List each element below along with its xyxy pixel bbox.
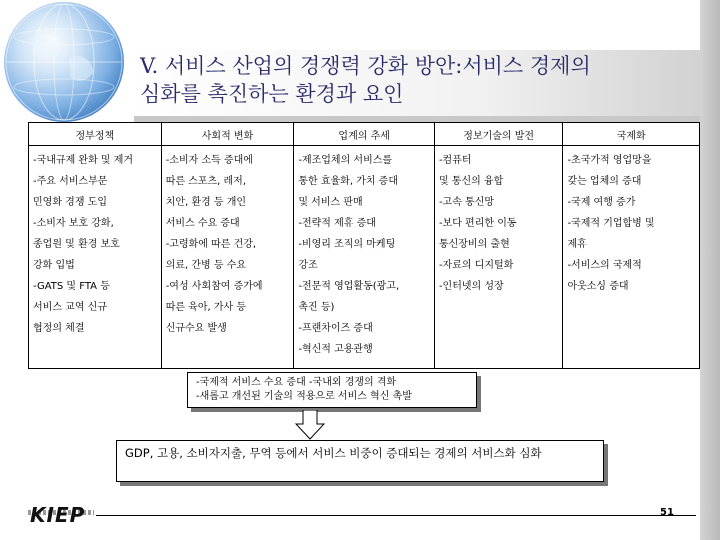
cell-line: 의료, 간병 등 수요 xyxy=(165,260,247,271)
conclusion-box: GDP, 고용, 소비자지출, 무역 등에서 서비스 비중이 증대되는 경제의 서비스화 심화 xyxy=(116,440,604,482)
cell-line: -국제적 기업합병 및 xyxy=(567,218,655,229)
cell-line: -프랜차이즈 증대 xyxy=(298,323,373,334)
middle-summary-box xyxy=(187,372,477,408)
header-social-change: 사회적 변화 xyxy=(161,123,294,146)
middle-line-2: -새롭고 개선된 기술의 적용으로 서비스 혁신 촉발 xyxy=(196,391,412,402)
cell-line: -혁신적 고용관행 xyxy=(298,344,373,355)
cell-line: 강화 입법 xyxy=(33,260,75,271)
cell-line: -여성 사회참여 증가에 xyxy=(165,281,263,292)
cell-line: 협정의 체결 xyxy=(33,323,85,334)
cell-line: -국제 여행 증가 xyxy=(567,197,636,208)
cell-social-change xyxy=(161,146,294,369)
cell-line: -고령화에 따른 건강, xyxy=(165,239,257,250)
cell-internationalization xyxy=(563,146,700,369)
cell-line: -보다 편리한 이동 xyxy=(438,218,517,229)
cell-line: 신규수요 발생 xyxy=(165,323,227,334)
cell-line: 강조 xyxy=(298,260,318,271)
cell-line: 서비스 수요 증대 xyxy=(165,218,240,229)
cell-line: 따른 스포츠, 레저, xyxy=(165,176,247,187)
cell-line: 따른 육아, 가사 등 xyxy=(165,302,247,313)
cell-line: -제조업체의 서비스를 xyxy=(298,155,393,166)
page-title xyxy=(140,52,700,108)
cell-line: -소비자 보호 강화, xyxy=(33,218,114,229)
cell-line: 촉진 등) xyxy=(298,302,335,313)
cell-line: -비영리 조직의 마케팅 xyxy=(298,239,396,250)
cell-line: -고속 통신망 xyxy=(438,197,495,208)
cell-government-policy xyxy=(29,146,162,369)
cell-line: -소비자 소득 증대에 xyxy=(165,155,253,166)
cell-line: 및 통신의 융합 xyxy=(438,176,504,187)
cell-line: -초국가적 영업망을 xyxy=(567,155,652,166)
cell-line: 종업원 및 환경 보호 xyxy=(33,239,120,250)
cell-line: 통한 효율화, 가치 증대 xyxy=(298,176,398,187)
cell-line: -인터넷의 성장 xyxy=(438,281,504,292)
cell-line: 및 서비스 판매 xyxy=(298,197,363,208)
title-line-2: 심화를 촉진하는 환경과 요인 xyxy=(140,82,404,106)
header-internationalization: 국제화 xyxy=(563,123,700,146)
cell-line: 갖는 업체의 증대 xyxy=(567,176,642,187)
table-header-row xyxy=(29,123,700,146)
footer-divider xyxy=(96,515,696,516)
cell-it-development xyxy=(434,146,562,369)
cell-line: 서비스 교역 신규 xyxy=(33,302,107,313)
cell-line: -자료의 디지털화 xyxy=(438,260,514,271)
cell-line: -컴퓨터 xyxy=(438,155,472,166)
cell-line: 통신장비의 출현 xyxy=(438,239,510,250)
cell-line: -서비스의 국제적 xyxy=(567,260,642,271)
table-row xyxy=(29,146,700,369)
header-government-policy: 정부정책 xyxy=(29,123,162,146)
cell-line: -GATS 및 FTA 등 xyxy=(33,281,110,292)
header-it-development: 정보기술의 발전 xyxy=(434,123,562,146)
cell-line: 민영화 경쟁 도입 xyxy=(33,197,107,208)
page-number: 51 xyxy=(660,507,674,518)
middle-line-1: -국제적 서비스 수요 증대 -국내외 경쟁의 격화 xyxy=(196,377,397,388)
down-arrow-icon xyxy=(295,410,325,440)
right-decor-bar xyxy=(700,0,720,540)
cell-line: -국내규제 완화 및 제거 xyxy=(33,155,134,166)
cell-line: -전략적 제휴 증대 xyxy=(298,218,376,229)
globe-icon xyxy=(4,2,124,122)
kiep-logo: KIEP xyxy=(30,503,86,527)
cell-line: -전문적 영업활동(광고, xyxy=(298,281,400,292)
cell-line: 치안, 환경 등 개인 xyxy=(165,197,247,208)
cell-line: -주요 서비스부문 xyxy=(33,176,108,187)
title-line-1: V. 서비스 산업의 경쟁력 강화 방안:서비스 경제의 xyxy=(140,54,591,78)
cell-line: 아웃소싱 증대 xyxy=(567,281,629,292)
factors-table xyxy=(28,122,700,369)
cell-line: 제휴 xyxy=(567,239,587,250)
header-industry-trend: 업계의 추세 xyxy=(294,123,435,146)
cell-industry-trend xyxy=(294,146,435,369)
